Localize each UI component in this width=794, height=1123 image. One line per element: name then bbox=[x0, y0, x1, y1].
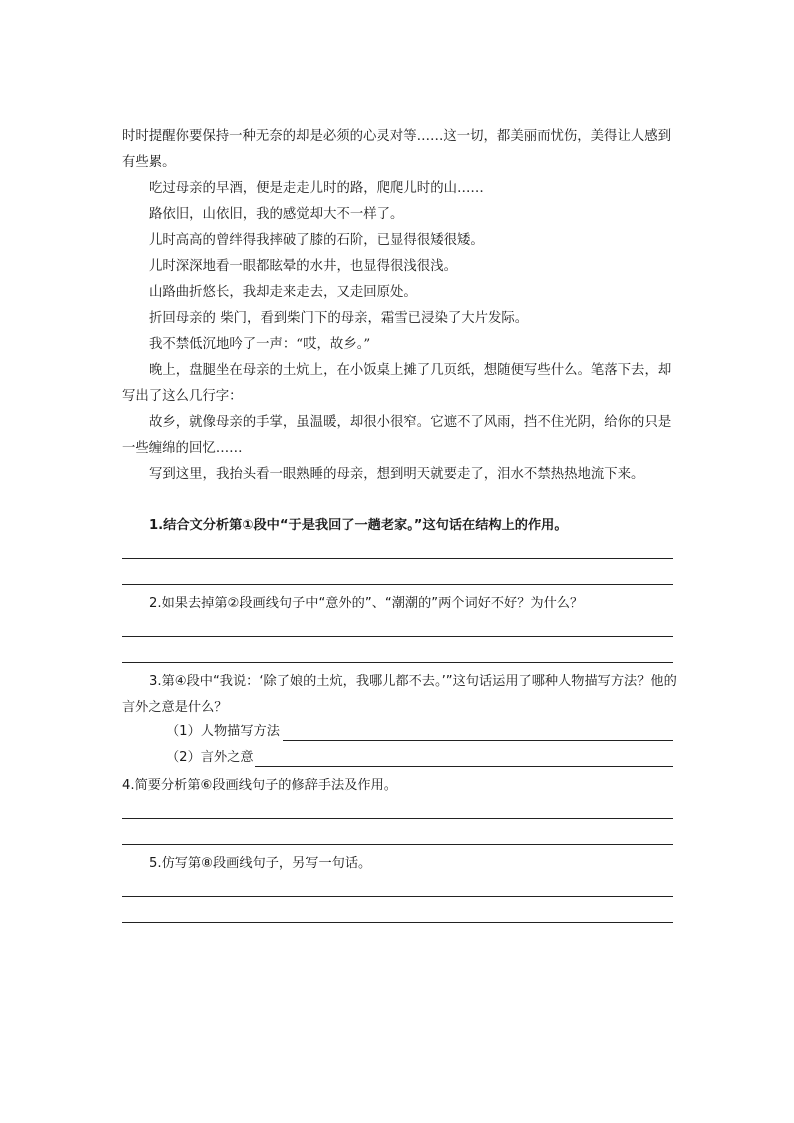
passage-paragraph: 故乡，就像母亲的手掌，虽温暖，却很小很窄。它遮不了风雨，挡不住光阴，给你的只是一些缠绵的回忆…… bbox=[122, 415, 672, 456]
answer-line[interactable] bbox=[122, 584, 673, 585]
answer-line[interactable] bbox=[122, 558, 673, 559]
answer-line[interactable] bbox=[122, 844, 673, 845]
passage-paragraph: 儿时高高的曾绊得我摔破了膝的石阶，已显得很矮很矮。 bbox=[149, 233, 484, 248]
answer-line[interactable] bbox=[283, 740, 673, 741]
answer-line[interactable] bbox=[122, 922, 673, 923]
passage-paragraph: 我不禁低沉地吟了一声：“哎，故乡。” bbox=[149, 337, 371, 352]
passage-paragraph: 路依旧，山依旧，我的感觉却大不一样了。 bbox=[149, 207, 404, 222]
passage-paragraph: 时时提醒你要保持一种无奈的却是必须的心灵对等……这一切，都美丽而忧伤，美得让人感到有些累。 bbox=[122, 129, 672, 170]
answer-line[interactable] bbox=[122, 896, 673, 897]
question-3: 3.第④段中“我说：‘除了娘的土炕，我哪儿都不去。’”这句话运用了哪种人物描写方法？他的言外之意是什么？ bbox=[122, 674, 677, 715]
question-1: 1.结合文分析第①段中“于是我回了一趟老家。”这句话在结构上的作用。 bbox=[149, 518, 568, 533]
answer-line[interactable] bbox=[122, 818, 673, 819]
answer-line[interactable] bbox=[122, 636, 673, 637]
question-4: 4.简要分析第⑥段画线句子的修辞手法及作用。 bbox=[122, 778, 397, 793]
question-3-sub-1: （1）人物描写方法 bbox=[166, 724, 280, 739]
answer-line[interactable] bbox=[255, 766, 673, 767]
passage-paragraph: 写到这里，我抬头看一眼熟睡的母亲，想到明天就要走了，泪水不禁热热地流下来。 bbox=[149, 467, 645, 482]
passage-paragraph: 折回母亲的 柴门，看到柴门下的母亲，霜雪已浸染了大片发际。 bbox=[149, 311, 529, 326]
reading-passage bbox=[122, 124, 678, 488]
question-3-sub-2: （2）言外之意 bbox=[166, 750, 254, 765]
passage-paragraph: 山路曲折悠长，我却走来走去，又走回原处。 bbox=[149, 285, 417, 300]
passage-paragraph: 晚上，盘腿坐在母亲的土炕上，在小饭桌上摊了几页纸，想随便写些什么。笔落下去，却写出了这么几行字： bbox=[122, 363, 672, 404]
passage-paragraph: 儿时深深地看一眼都眩晕的水井，也显得很浅很浅。 bbox=[149, 259, 457, 274]
question-5: 5.仿写第⑧段画线句子，另写一句话。 bbox=[149, 856, 372, 871]
answer-line[interactable] bbox=[122, 662, 673, 663]
question-2: 2.如果去掉第②段画线句子中“意外的”、“潮潮的”两个词好不好？为什么？ bbox=[149, 596, 584, 611]
passage-paragraph: 吃过母亲的早酒，便是走走儿时的路，爬爬儿时的山…… bbox=[149, 181, 484, 196]
